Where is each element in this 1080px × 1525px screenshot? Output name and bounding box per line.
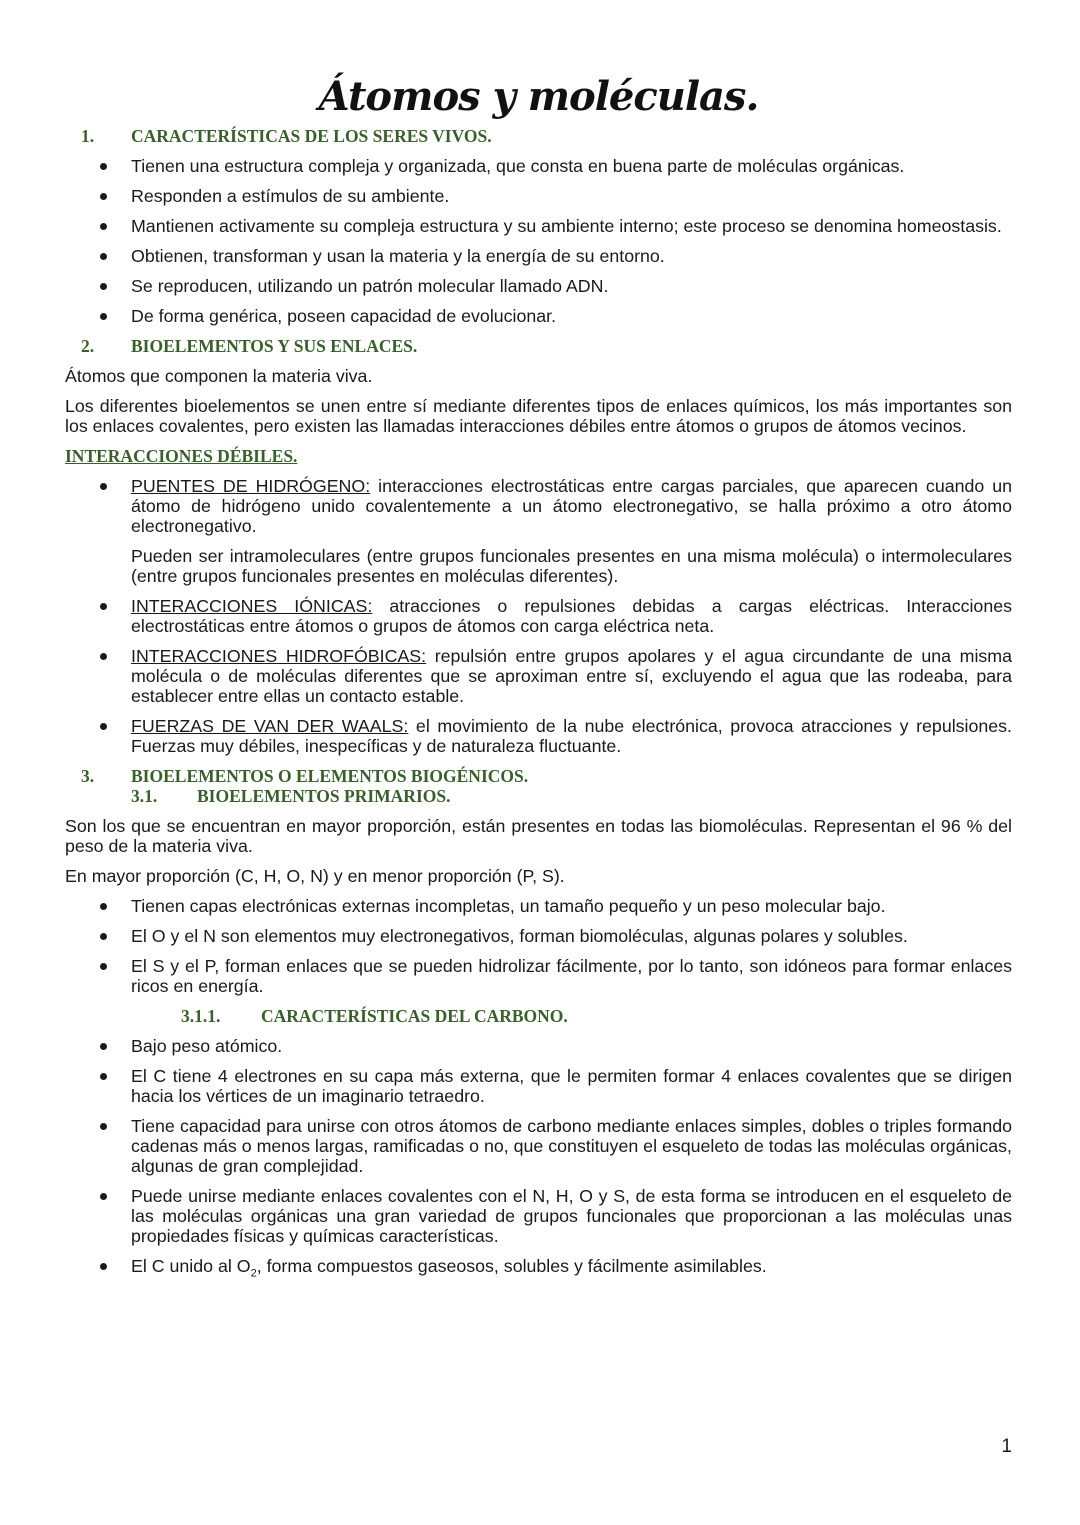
list-item: El O y el N son elementos muy electronegativos, forman biomoléculas, algunas polares y solubles. xyxy=(65,926,1012,946)
section-2-heading xyxy=(65,336,1012,356)
paragraph: Son los que se encuentran en mayor proporción, están presentes en todas las biomoléculas. Representan el 96 % del peso de la materia viva. xyxy=(65,816,1012,856)
subscript: 2 xyxy=(250,1267,257,1280)
section-1-list xyxy=(65,156,1012,326)
section-3-heading xyxy=(65,766,1012,786)
carbon-list xyxy=(65,1036,1012,1284)
section-title: CARACTERÍSTICAS DE LOS SERES VIVOS. xyxy=(131,126,492,146)
list-item xyxy=(65,476,1012,586)
section-1-heading xyxy=(65,126,1012,146)
term-text: repulsión entre grupos apolares y el agua circundante de una misma molécula o de moléculas diferentes que se aproximan entre sí, excluyendo el agua que las rodeaba, para establecer entre ellas un contacto estable. xyxy=(131,646,1012,706)
text: El C unido al O xyxy=(131,1256,251,1276)
interactions-list xyxy=(65,476,1012,756)
term-label: FUERZAS DE VAN DER WAALS: xyxy=(131,716,409,736)
section-title: CARACTERÍSTICAS DEL CARBONO. xyxy=(261,1006,568,1026)
list-item: Tiene capacidad para unirse con otros átomos de carbono mediante enlaces simples, dobles o triples formando cadenas más o menos largas, ramificadas o no, que constituyen el esqueleto de todas las moléculas orgánicas, algunas de gran complejidad. xyxy=(65,1116,1012,1176)
term-text: el movimiento de la nube electrónica, provoca atracciones y repulsiones. Fuerzas muy débiles, inespecíficas y de naturaleza fluctuante. xyxy=(131,716,1012,756)
term-label: INTERACCIONES HIDROFÓBICAS: xyxy=(131,646,427,666)
section-number: 3. xyxy=(81,766,95,786)
list-item: Tienen una estructura compleja y organizada, que consta en buena parte de moléculas orgánicas. xyxy=(65,156,1012,176)
list-item xyxy=(65,596,1012,636)
section-number: 1. xyxy=(81,126,95,146)
paragraph: Los diferentes bioelementos se unen entre sí mediante diferentes tipos de enlaces químicos, los más importantes son los enlaces covalentes, pero existen las llamadas interacciones débiles entre átomos o grupos de átomos vecinos. xyxy=(65,396,1012,436)
term-text: interacciones electrostáticas entre cargas parciales, que aparecen cuando un átomo de hidrógeno unido covalentemente a un átomo electronegativo, se halla próximo a otro átomo electronegativo. xyxy=(131,476,1012,536)
list-item: Responden a estímulos de su ambiente. xyxy=(65,186,1012,206)
list-item: Se reproducen, utilizando un patrón molecular llamado ADN. xyxy=(65,276,1012,296)
section-number: 3.1. xyxy=(131,786,158,806)
list-item xyxy=(65,1256,1012,1284)
list-item: De forma genérica, poseen capacidad de evolucionar. xyxy=(65,306,1012,326)
list-item: El C tiene 4 electrones en su capa más externa, que le permiten formar 4 enlaces covalentes que se dirigen hacia los vértices de un imaginario tetraedro. xyxy=(65,1066,1012,1106)
section-number: 2. xyxy=(81,336,95,356)
term-text: atracciones o repulsiones debidas a cargas eléctricas. Interacciones electrostáticas entre átomos o grupos de átomos con carga eléctrica neta. xyxy=(131,596,1012,636)
list-item: Tienen capas electrónicas externas incompletas, un tamaño pequeño y un peso molecular bajo. xyxy=(65,896,1012,916)
text: , forma compuestos gaseosos, solubles y fácilmente asimilables. xyxy=(256,1256,767,1276)
page-number: 1 xyxy=(1001,1436,1012,1457)
paragraph: En mayor proporción (C, H, O, N) y en menor proporción (P, S). xyxy=(65,866,565,886)
list-item: El S y el P, forman enlaces que se pueden hidrolizar fácilmente, por lo tanto, son idóneos para formar enlaces ricos en energía. xyxy=(65,956,1012,996)
paragraph: Átomos que componen la materia viva. xyxy=(65,366,373,386)
primary-elements-list xyxy=(65,896,1012,996)
document-page xyxy=(65,72,1012,1294)
list-item xyxy=(65,716,1012,756)
list-item: Obtienen, transforman y usan la materia y la energía de su entorno. xyxy=(65,246,1012,266)
section-title: BIOELEMENTOS O ELEMENTOS BIOGÉNICOS. xyxy=(131,766,529,786)
list-item: Puede unirse mediante enlaces covalentes con el N, H, O y S, de esta forma se introducen en el esqueleto de las moléculas orgánicas una gran variedad de grupos funcionales que proporcionan a las moléculas unas propiedades físicas y químicas características. xyxy=(65,1186,1012,1246)
section-title: BIOELEMENTOS Y SUS ENLACES. xyxy=(131,336,418,356)
term-label: INTERACCIONES IÓNICAS: xyxy=(131,596,373,616)
section-3-1-heading xyxy=(65,786,1012,806)
list-item xyxy=(65,646,1012,706)
term-label: PUENTES DE HIDRÓGENO: xyxy=(131,476,371,496)
list-item: Bajo peso atómico. xyxy=(65,1036,1012,1056)
subsection-heading: INTERACCIONES DÉBILES. xyxy=(65,446,298,466)
page-title: Átomos y moléculas. xyxy=(318,73,759,120)
list-item: Mantienen activamente su compleja estructura y su ambiente interno; este proceso se denomina homeostasis. xyxy=(65,216,1012,236)
section-title: BIOELEMENTOS PRIMARIOS. xyxy=(197,786,451,806)
section-3-1-1-heading xyxy=(65,1006,1012,1026)
paragraph: Pueden ser intramoleculares (entre grupos funcionales presentes en una misma molécula) o intermoleculares (entre grupos funcionales presentes en moléculas diferentes). xyxy=(131,546,1012,586)
section-number: 3.1.1. xyxy=(181,1006,221,1026)
